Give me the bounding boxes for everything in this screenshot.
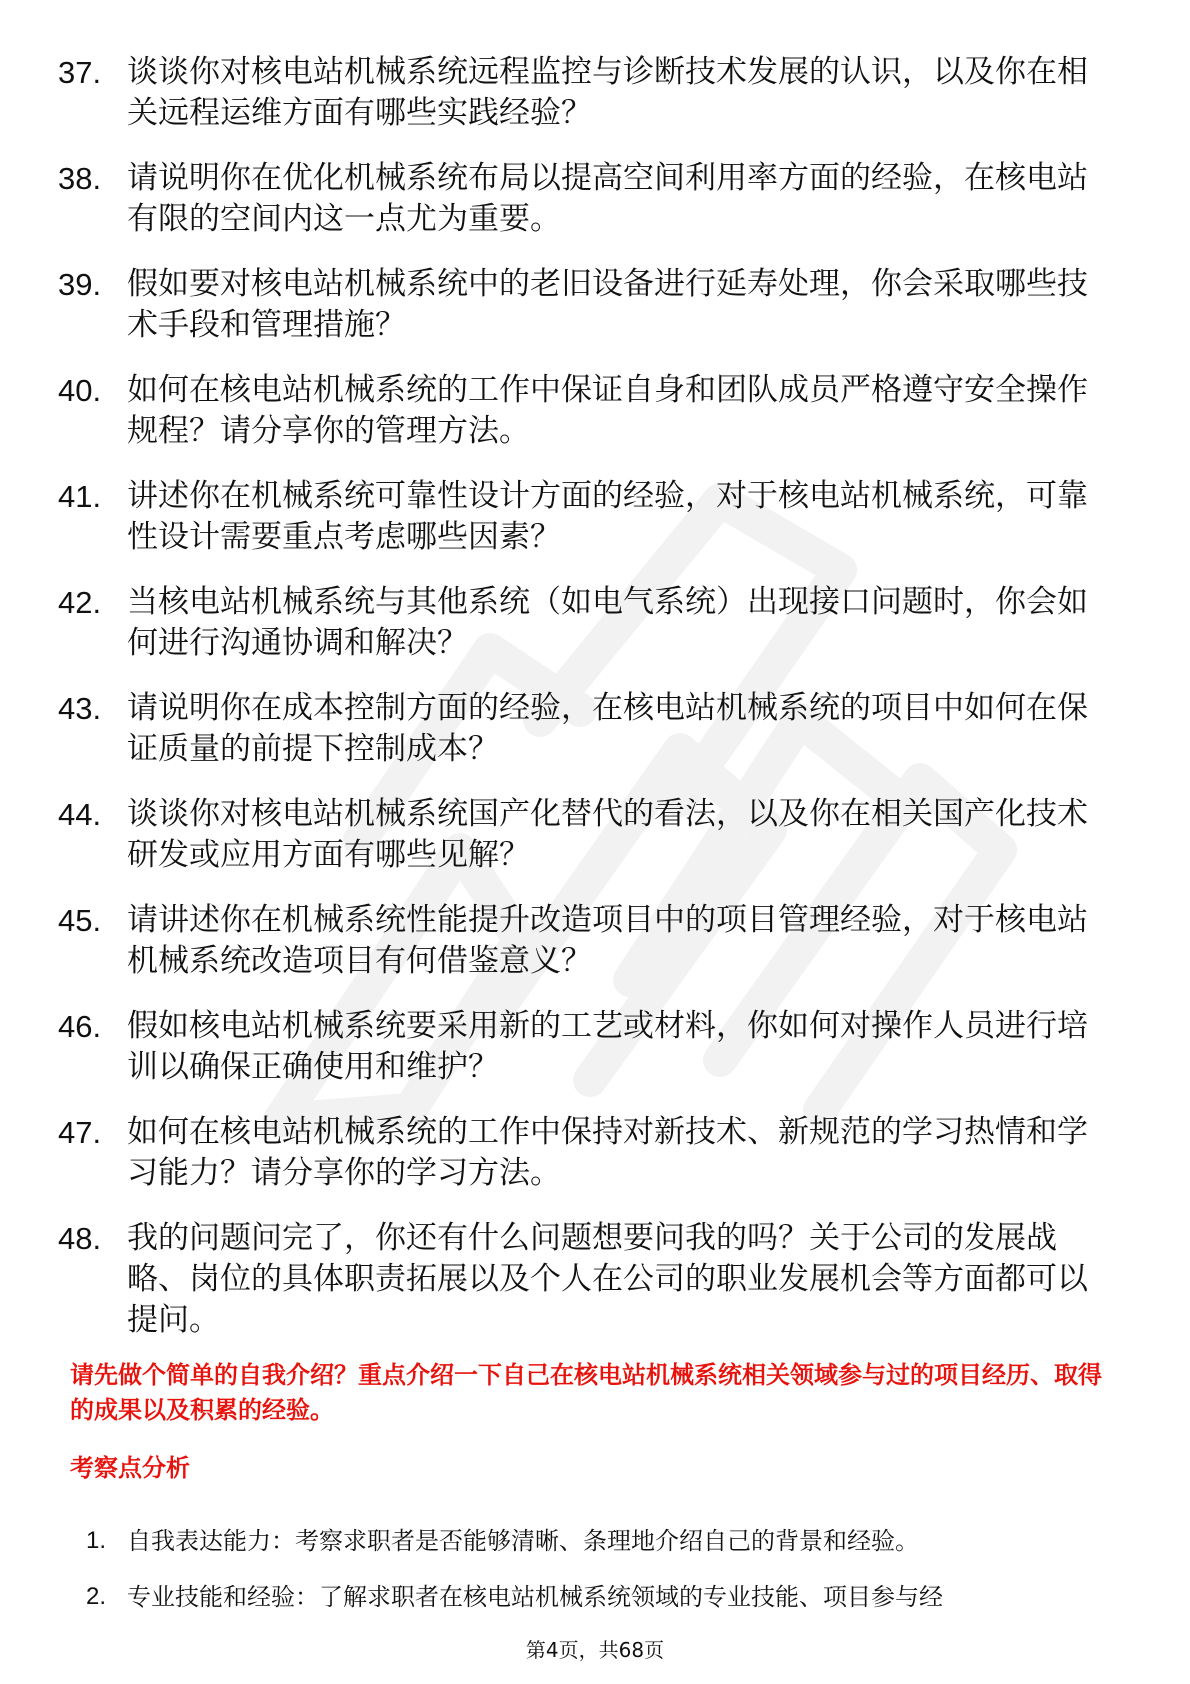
question-number: 46.	[58, 1009, 102, 1044]
question-number: 38.	[58, 161, 102, 196]
question-number: 39.	[58, 267, 102, 302]
question-list	[0, 52, 1190, 1365]
question-text: 讲述你在机械系统可靠性设计方面的经验，对于核电站机械系统，可靠性设计需要重点考虑哪些因素？	[127, 478, 1088, 555]
analysis-text: 专业技能和经验：了解求职者在核电站机械系统领域的专业技能、项目参与经	[127, 1583, 943, 1611]
question-text: 如何在核电站机械系统的工作中保持对新技术、新规范的学习热情和学习能力？请分享你的学习方法。	[127, 1114, 1088, 1191]
question-item	[0, 688, 1117, 770]
page-footer: 第4页，共68页	[525, 1638, 665, 1662]
question-text: 请说明你在优化机械系统布局以提高空间利用率方面的经验，在核电站有限的空间内这一点尤为重要。	[127, 160, 1088, 237]
highlight-question: 请先做个简单的自我介绍？重点介绍一下自己在核电站机械系统相关领域参与过的项目经历、取得的成果以及积累的经验。	[70, 1361, 1102, 1424]
question-item	[0, 1112, 1117, 1194]
question-number: 45.	[58, 903, 102, 938]
question-text: 谈谈你对核电站机械系统国产化替代的看法，以及你在相关国产化技术研发或应用方面有哪些见解？	[127, 796, 1088, 873]
question-number: 42.	[58, 585, 102, 620]
question-number: 40.	[58, 373, 102, 408]
question-item	[0, 476, 1117, 558]
question-text: 请讲述你在机械系统性能提升改造项目中的项目管理经验，对于核电站机械系统改造项目有何借鉴意义？	[127, 902, 1088, 979]
question-number: 41.	[58, 479, 102, 514]
question-text: 假如核电站机械系统要采用新的工艺或材料，你如何对操作人员进行培训以确保正确使用和维护？	[127, 1008, 1088, 1085]
analysis-number: 1.	[86, 1527, 107, 1554]
question-number: 47.	[58, 1115, 102, 1150]
analysis-text: 自我表达能力：考察求职者是否能够清晰、条理地介绍自己的背景和经验。	[127, 1527, 919, 1555]
question-text: 我的问题问完了，你还有什么问题想要问我的吗？关于公司的发展战略、岗位的具体职责拓展以及个人在公司的职业发展机会等方面都可以提问。	[127, 1220, 1088, 1338]
analysis-item	[0, 1525, 1127, 1557]
question-item	[0, 794, 1117, 876]
question-text: 谈谈你对核电站机械系统远程监控与诊断技术发展的认识，以及你在相关远程运维方面有哪些实践经验？	[127, 54, 1088, 131]
question-item	[0, 582, 1117, 664]
question-number: 44.	[58, 797, 102, 832]
analysis-list	[0, 1525, 1190, 1637]
question-text: 假如要对核电站机械系统中的老旧设备进行延寿处理，你会采取哪些技术手段和管理措施？	[127, 266, 1088, 343]
question-item	[0, 370, 1117, 452]
analysis-item	[0, 1581, 1127, 1613]
question-text: 当核电站机械系统与其他系统（如电气系统）出现接口问题时，你会如何进行沟通协调和解决？	[127, 584, 1088, 661]
question-item	[0, 900, 1117, 982]
question-number: 37.	[58, 55, 102, 90]
question-text: 如何在核电站机械系统的工作中保证自身和团队成员严格遵守安全操作规程？请分享你的管理方法。	[127, 372, 1088, 449]
question-text: 请说明你在成本控制方面的经验，在核电站机械系统的项目中如何在保证质量的前提下控制成本？	[127, 690, 1088, 767]
question-item	[0, 158, 1117, 240]
question-number: 43.	[58, 691, 102, 726]
question-item	[0, 1006, 1117, 1088]
question-item	[0, 264, 1117, 346]
analysis-heading: 考察点分析	[70, 1454, 190, 1482]
question-item	[0, 52, 1117, 134]
question-number: 48.	[58, 1221, 102, 1256]
question-item	[0, 1218, 1117, 1341]
analysis-number: 2.	[86, 1583, 107, 1610]
